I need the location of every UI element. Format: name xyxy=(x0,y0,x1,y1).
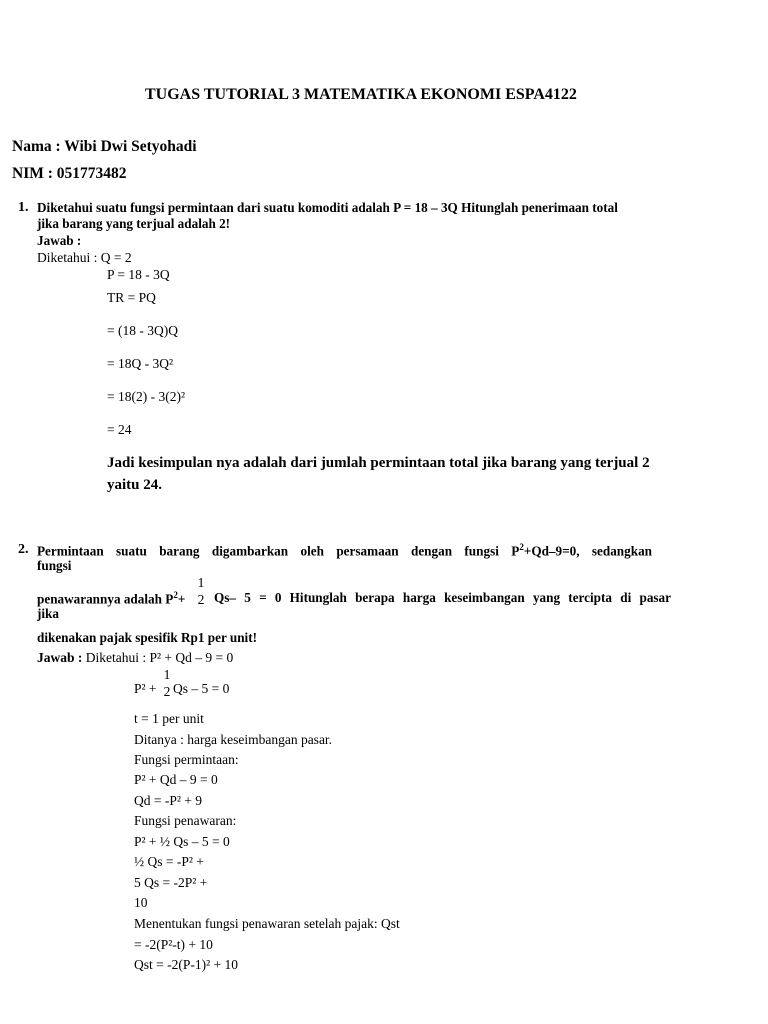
student-name: Nama : Wibi Dwi Setyohadi xyxy=(12,138,197,155)
q2-eq2-tail: Qs – 5 = 0 xyxy=(173,681,230,696)
q2-fraction-numerator: 1 xyxy=(197,575,205,590)
q2-line: t = 1 per unit xyxy=(134,711,204,726)
q1-step: P = 18 - 3Q xyxy=(107,267,170,282)
q2-line1-sup: 2 xyxy=(519,542,524,552)
q1-number: 1. xyxy=(18,200,29,215)
q2-line: Qd = -P² + 9 xyxy=(134,793,203,808)
q2-eq2-start: P² + xyxy=(134,681,157,696)
q2-eq2-fraction-numerator: 1 xyxy=(163,667,171,682)
q2-line: Fungsi permintaan: xyxy=(134,752,239,767)
q2-line2-plus: + xyxy=(177,591,186,607)
q1-step: = 18(2) - 3(2)² xyxy=(107,389,186,404)
q2-line: ½ Qs = -P² + xyxy=(134,854,204,869)
q1-step: = 24 xyxy=(107,422,132,437)
q2-line: Ditanya : harga keseimbangan pasar. xyxy=(134,732,333,747)
q2-line2b: jika xyxy=(37,606,59,621)
q2-line2-tail: Qs– 5 = 0 Hitunglah berapa harga keseimbangan yang tercipta di pasar xyxy=(214,590,671,605)
q1-answer-label: Jawab : xyxy=(37,233,82,248)
q2-line: P² + Qd – 9 = 0 xyxy=(134,772,218,787)
document-title: TUGAS TUTORIAL 3 MATEMATIKA EKONOMI ESPA4122 xyxy=(145,86,577,103)
q2-line: = -2(P²-t) + 10 xyxy=(134,937,213,952)
q2-eq2-fraction-denominator: 2 xyxy=(163,683,171,699)
q2-line1 xyxy=(37,542,652,559)
q1-step: TR = PQ xyxy=(107,290,156,305)
q1-step: = 18Q - 3Q² xyxy=(107,356,174,371)
q1-conclusion-line1: Jadi kesimpulan nya adalah dari jumlah permintaan total jika barang yang terjual 2 xyxy=(107,455,650,471)
q2-answer-line xyxy=(37,650,233,666)
q2-given: Diketahui : P² + Qd – 9 = 0 xyxy=(85,650,234,665)
q1-question-line1: Diketahui suatu fungsi permintaan dari suatu komoditi adalah P = 18 – 3Q Hitunglah penerimaan total xyxy=(37,200,618,215)
q1-question-line2: jika barang yang terjual adalah 2! xyxy=(37,216,231,231)
q2-line: Fungsi penawaran: xyxy=(134,813,237,828)
q2-line: 5 Qs = -2P² + xyxy=(134,875,208,890)
q2-line1b: fungsi xyxy=(37,558,72,573)
q1-conclusion-line2: yaitu 24. xyxy=(107,477,163,493)
q2-fraction-denominator: 2 xyxy=(197,591,205,607)
q2-line: P² + ½ Qs – 5 = 0 xyxy=(134,834,230,849)
q2-line: 10 xyxy=(134,895,148,910)
q2-answer-label: Jawab : xyxy=(37,650,83,665)
q2-line1-text: Permintaan suatu barang digambarkan oleh persamaan dengan fungsi P xyxy=(37,543,520,559)
q2-line2-sup: 2 xyxy=(173,590,178,600)
student-nim: NIM : 051773482 xyxy=(12,165,127,182)
q2-number: 2. xyxy=(18,542,29,557)
q2-line2-text: penawarannya adalah P xyxy=(37,591,174,607)
q2-line3: dikenakan pajak spesifik Rp1 per unit! xyxy=(37,630,257,645)
q2-line: Menentukan fungsi penawaran setelah pajak: Qst xyxy=(134,916,400,931)
q2-eq2-fraction xyxy=(161,668,173,698)
q1-step: = (18 - 3Q)Q xyxy=(107,323,178,338)
q2-fraction xyxy=(194,576,208,606)
q2-line1-tail: +Qd–9=0, sedangkan xyxy=(523,543,652,559)
q2-line: Qst = -2(P-1)² + 10 xyxy=(134,957,239,972)
q2-line2-start xyxy=(37,590,185,607)
q1-given: Diketahui : Q = 2 xyxy=(37,250,132,265)
